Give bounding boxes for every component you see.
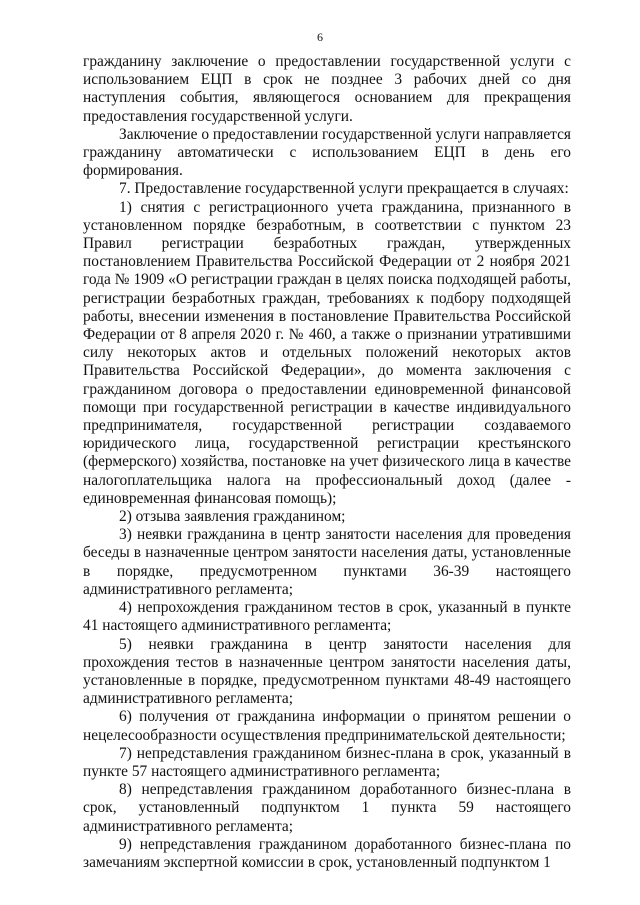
list-item-6: 6) получения от гражданина информации о принятом решении о нецелесообразности осуществления предпринимательской деятельности; xyxy=(83,708,571,744)
list-item-1: 1) снятия с регистрационного учета гражданина, признанного в установленном порядке безработным, в соответствии с пунктом 23 Правил регистрации безработных граждан, утвержденных постановлением Правительства Российской Федерации от 2 ноября 2021 года № 1909 «О регистрации граждан в целях поиска подходящей работы, регистрации безработных граждан, требованиях к подбору подходящей работы, внесении изменения в постановление Правительства Российской Федерации от 8 апреля 2020 г. № 460, а также о признании утратившими силу некоторых актов и отдельных положений некоторых актов Правительства Российской Федерации», до момента заключения с гражданином договора о предоставлении единовременной финансовой помощи при государственной регистрации в качестве индивидуального предпринимателя, государственной регистрации создаваемого юридического лица, государственной регистрации крестьянского (фермерского) хозяйства, постановке на учет физического лица в качестве налогоплательщика налога на профессиональный доход (далее - единовременная финансовая помощь); xyxy=(83,198,571,507)
paragraph-continuation: гражданину заключение о предоставлении государственной услуги с использованием ЕЦП в срок не позднее 3 рабочих дней со дня наступления события, являющегося основанием для прекращения предоставления государственной услуги. xyxy=(83,53,571,125)
list-item-2: 2) отзыва заявления гражданином; xyxy=(119,508,346,526)
page-number: 6 xyxy=(317,30,323,44)
list-item-7: 7) непредставления гражданином бизнес-плана в срок, указанный в пункте 57 настоящего административного регламента; xyxy=(83,744,571,780)
list-item-4: 4) непрохождения гражданином тестов в срок, указанный в пункте 41 настоящего административного регламента; xyxy=(83,599,571,635)
list-item-5: 5) неявки гражданина в центр занятости населения для прохождения тестов в назначенные центром занятости населения даты, установленные в порядке, предусмотренном пунктами 48-49 настоящего административного регламента; xyxy=(83,635,571,708)
list-item-8: 8) непредставления гражданином доработанного бизнес-плана в срок, установленный подпунктом 1 пункта 59 настоящего административного регламента; xyxy=(83,781,571,835)
document-body xyxy=(83,53,571,872)
paragraph-conclusion-sent: Заключение о предоставлении государственной услуги направляется гражданину автоматически с использованием ЕЦП в день его формирования. xyxy=(83,125,571,180)
paragraph-item-7-heading: 7. Предоставление государственной услуги прекращается в случаях: xyxy=(119,180,569,198)
list-item-3: 3) неявки гражданина в центр занятости населения для проведения беседы в назначенные центром занятости населения даты, установленные в порядке, предусмотренном пунктами 36-39 настоящего административного регламента; xyxy=(83,526,571,598)
list-item-9: 9) непредставления гражданином доработанного бизнес-плана по замечаниям экспертной комиссии в срок, установленный подпунктом 1 xyxy=(83,835,571,871)
